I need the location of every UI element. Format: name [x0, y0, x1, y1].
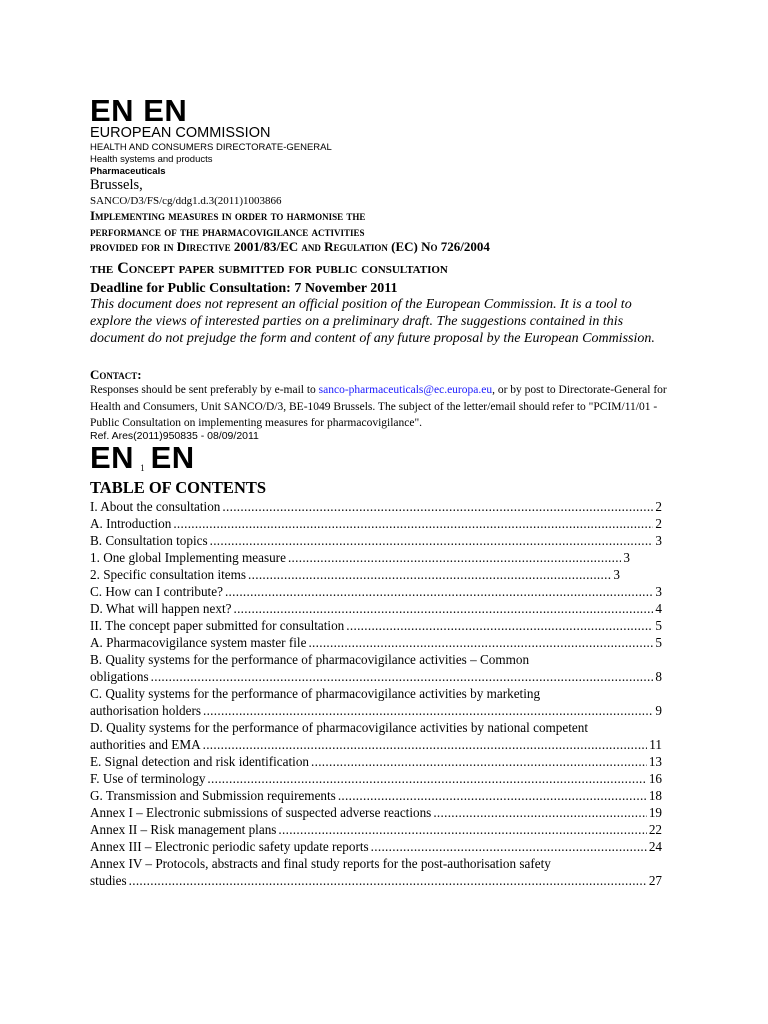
en-label-right: EN — [143, 93, 188, 128]
sub-unit-name: Pharmaceuticals — [90, 166, 166, 177]
table-of-contents — [90, 498, 662, 889]
toc-entry[interactable]: 2. Specific consultation items ..... 3 — [90, 566, 662, 583]
footer-en-right: EN — [150, 440, 195, 475]
toc-entry[interactable]: Annex IV – Protocols, abstracts and final study reports for the post-authorisation safety studies ..... 27 — [90, 855, 662, 889]
toc-page-number: 3 — [655, 533, 662, 548]
toc-page-number: 8 — [655, 669, 662, 684]
toc-page-number: 2 — [655, 516, 662, 531]
toc-page-number: 5 — [655, 635, 662, 650]
toc-page-number: 22 — [648, 822, 662, 837]
document-reference: SANCO/D3/FS/cg/ddg1.d.3(2011)1003866 — [90, 195, 282, 207]
title-line-3: provided for in Directive 2001/83/EC and Regulation (EC) No 726/2004 — [90, 239, 490, 254]
toc-page-number: 13 — [648, 754, 662, 769]
page-footer — [90, 441, 195, 475]
toc-entry[interactable]: D. Quality systems for the performance of pharmacovigilance activities by national competent authorities and EMA ..... 11 — [90, 719, 662, 753]
toc-page-number: 16 — [648, 771, 662, 786]
toc-entry[interactable]: B. Quality systems for the performance of pharmacovigilance activities – Common obligations ..... 8 — [90, 651, 662, 685]
ares-reference: Ref. Ares(2011)950835 - 08/09/2011 — [90, 430, 259, 442]
toc-entry[interactable]: D. What will happen next? ..... 4 — [90, 600, 662, 617]
toc-page-number: 19 — [648, 805, 662, 820]
contact-paragraph — [90, 382, 668, 432]
contact-text-before: Responses should be sent preferably by e-mail to — [90, 384, 319, 396]
toc-entry[interactable]: E. Signal detection and risk identification ..... 13 — [90, 753, 662, 770]
toc-page-number: 5 — [655, 618, 662, 633]
toc-page-number: 3 — [655, 584, 662, 599]
concept-paper-heading: the Concept paper submitted for public consultation — [90, 260, 448, 277]
toc-entry[interactable]: A. Introduction ..... 2 — [90, 515, 662, 532]
language-code-header — [90, 94, 187, 128]
toc-page-number: 27 — [648, 873, 662, 888]
footer-page-number: 1 — [140, 463, 145, 473]
toc-page-number: 24 — [648, 839, 662, 854]
unit-name: Health systems and products — [90, 154, 213, 165]
toc-page-number: 11 — [649, 737, 662, 752]
toc-entry[interactable]: Annex I – Electronic submissions of suspected adverse reactions ..... 19 — [90, 804, 662, 821]
toc-entry[interactable]: F. Use of terminology ..... 16 — [90, 770, 662, 787]
directorate-general: HEALTH AND CONSUMERS DIRECTORATE-GENERAL — [90, 142, 332, 153]
footer-en-left: EN — [90, 440, 135, 475]
toc-page-number: 2 — [655, 499, 662, 514]
toc-entry[interactable]: Annex II – Risk management plans ..... 22 — [90, 821, 662, 838]
toc-entry[interactable]: II. The concept paper submitted for consultation ..... 5 — [90, 617, 662, 634]
toc-entry[interactable]: I. About the consultation ..... 2 — [90, 498, 662, 515]
contact-heading: Contact: — [90, 367, 142, 382]
consultation-deadline: Deadline for Public Consultation: 7 November 2011 — [90, 281, 398, 296]
toc-page-number: 9 — [655, 703, 662, 718]
toc-page-number: 3 — [613, 567, 620, 582]
toc-page-number: 18 — [648, 788, 662, 803]
commission-name: EUROPEAN COMMISSION — [90, 125, 271, 141]
toc-entry[interactable]: Annex III – Electronic periodic safety update reports ..... 24 — [90, 838, 662, 855]
city: Brussels, — [90, 177, 143, 193]
contact-text-after: , or by post to Directorate-General for Health and Consumers, Unit SANCO/D/3, BE-1049 Brussels. The subject of the letter/email should refer to "PCIM/11/01 - Public Consultation on implementing measures for pharmacovigilance". — [90, 384, 667, 429]
toc-entry[interactable]: C. How can I contribute? ..... 3 — [90, 583, 662, 600]
toc-page-number: 4 — [655, 601, 662, 616]
toc-entry[interactable]: G. Transmission and Submission requirements ..... 18 — [90, 787, 662, 804]
toc-page-number: 3 — [623, 550, 630, 565]
disclaimer-paragraph: This document does not represent an official position of the European Commission. It is a tool to explore the views of interested parties on a preliminary draft. The suggestions contained in this document do not prejudge the form and content of any future proposal by the European Commission. — [90, 297, 655, 346]
toc-entry[interactable]: 1. One global Implementing measure ..... 3 — [90, 549, 662, 566]
toc-entry[interactable]: A. Pharmacovigilance system master file ..... 5 — [90, 634, 662, 651]
contact-email-link[interactable]: sanco-pharmaceuticals@ec.europa.eu — [318, 384, 493, 396]
toc-entry[interactable]: B. Consultation topics ..... 3 — [90, 532, 662, 549]
toc-heading: TABLE OF CONTENTS — [90, 478, 267, 497]
en-label-left: EN — [90, 93, 135, 128]
title-line-1: Implementing measures in order to harmonise the — [90, 208, 366, 223]
title-line-2: performance of the pharmacovigilance activities — [90, 224, 365, 239]
toc-entry[interactable]: C. Quality systems for the performance of pharmacovigilance activities by marketing authorisation holders ..... 9 — [90, 685, 662, 719]
